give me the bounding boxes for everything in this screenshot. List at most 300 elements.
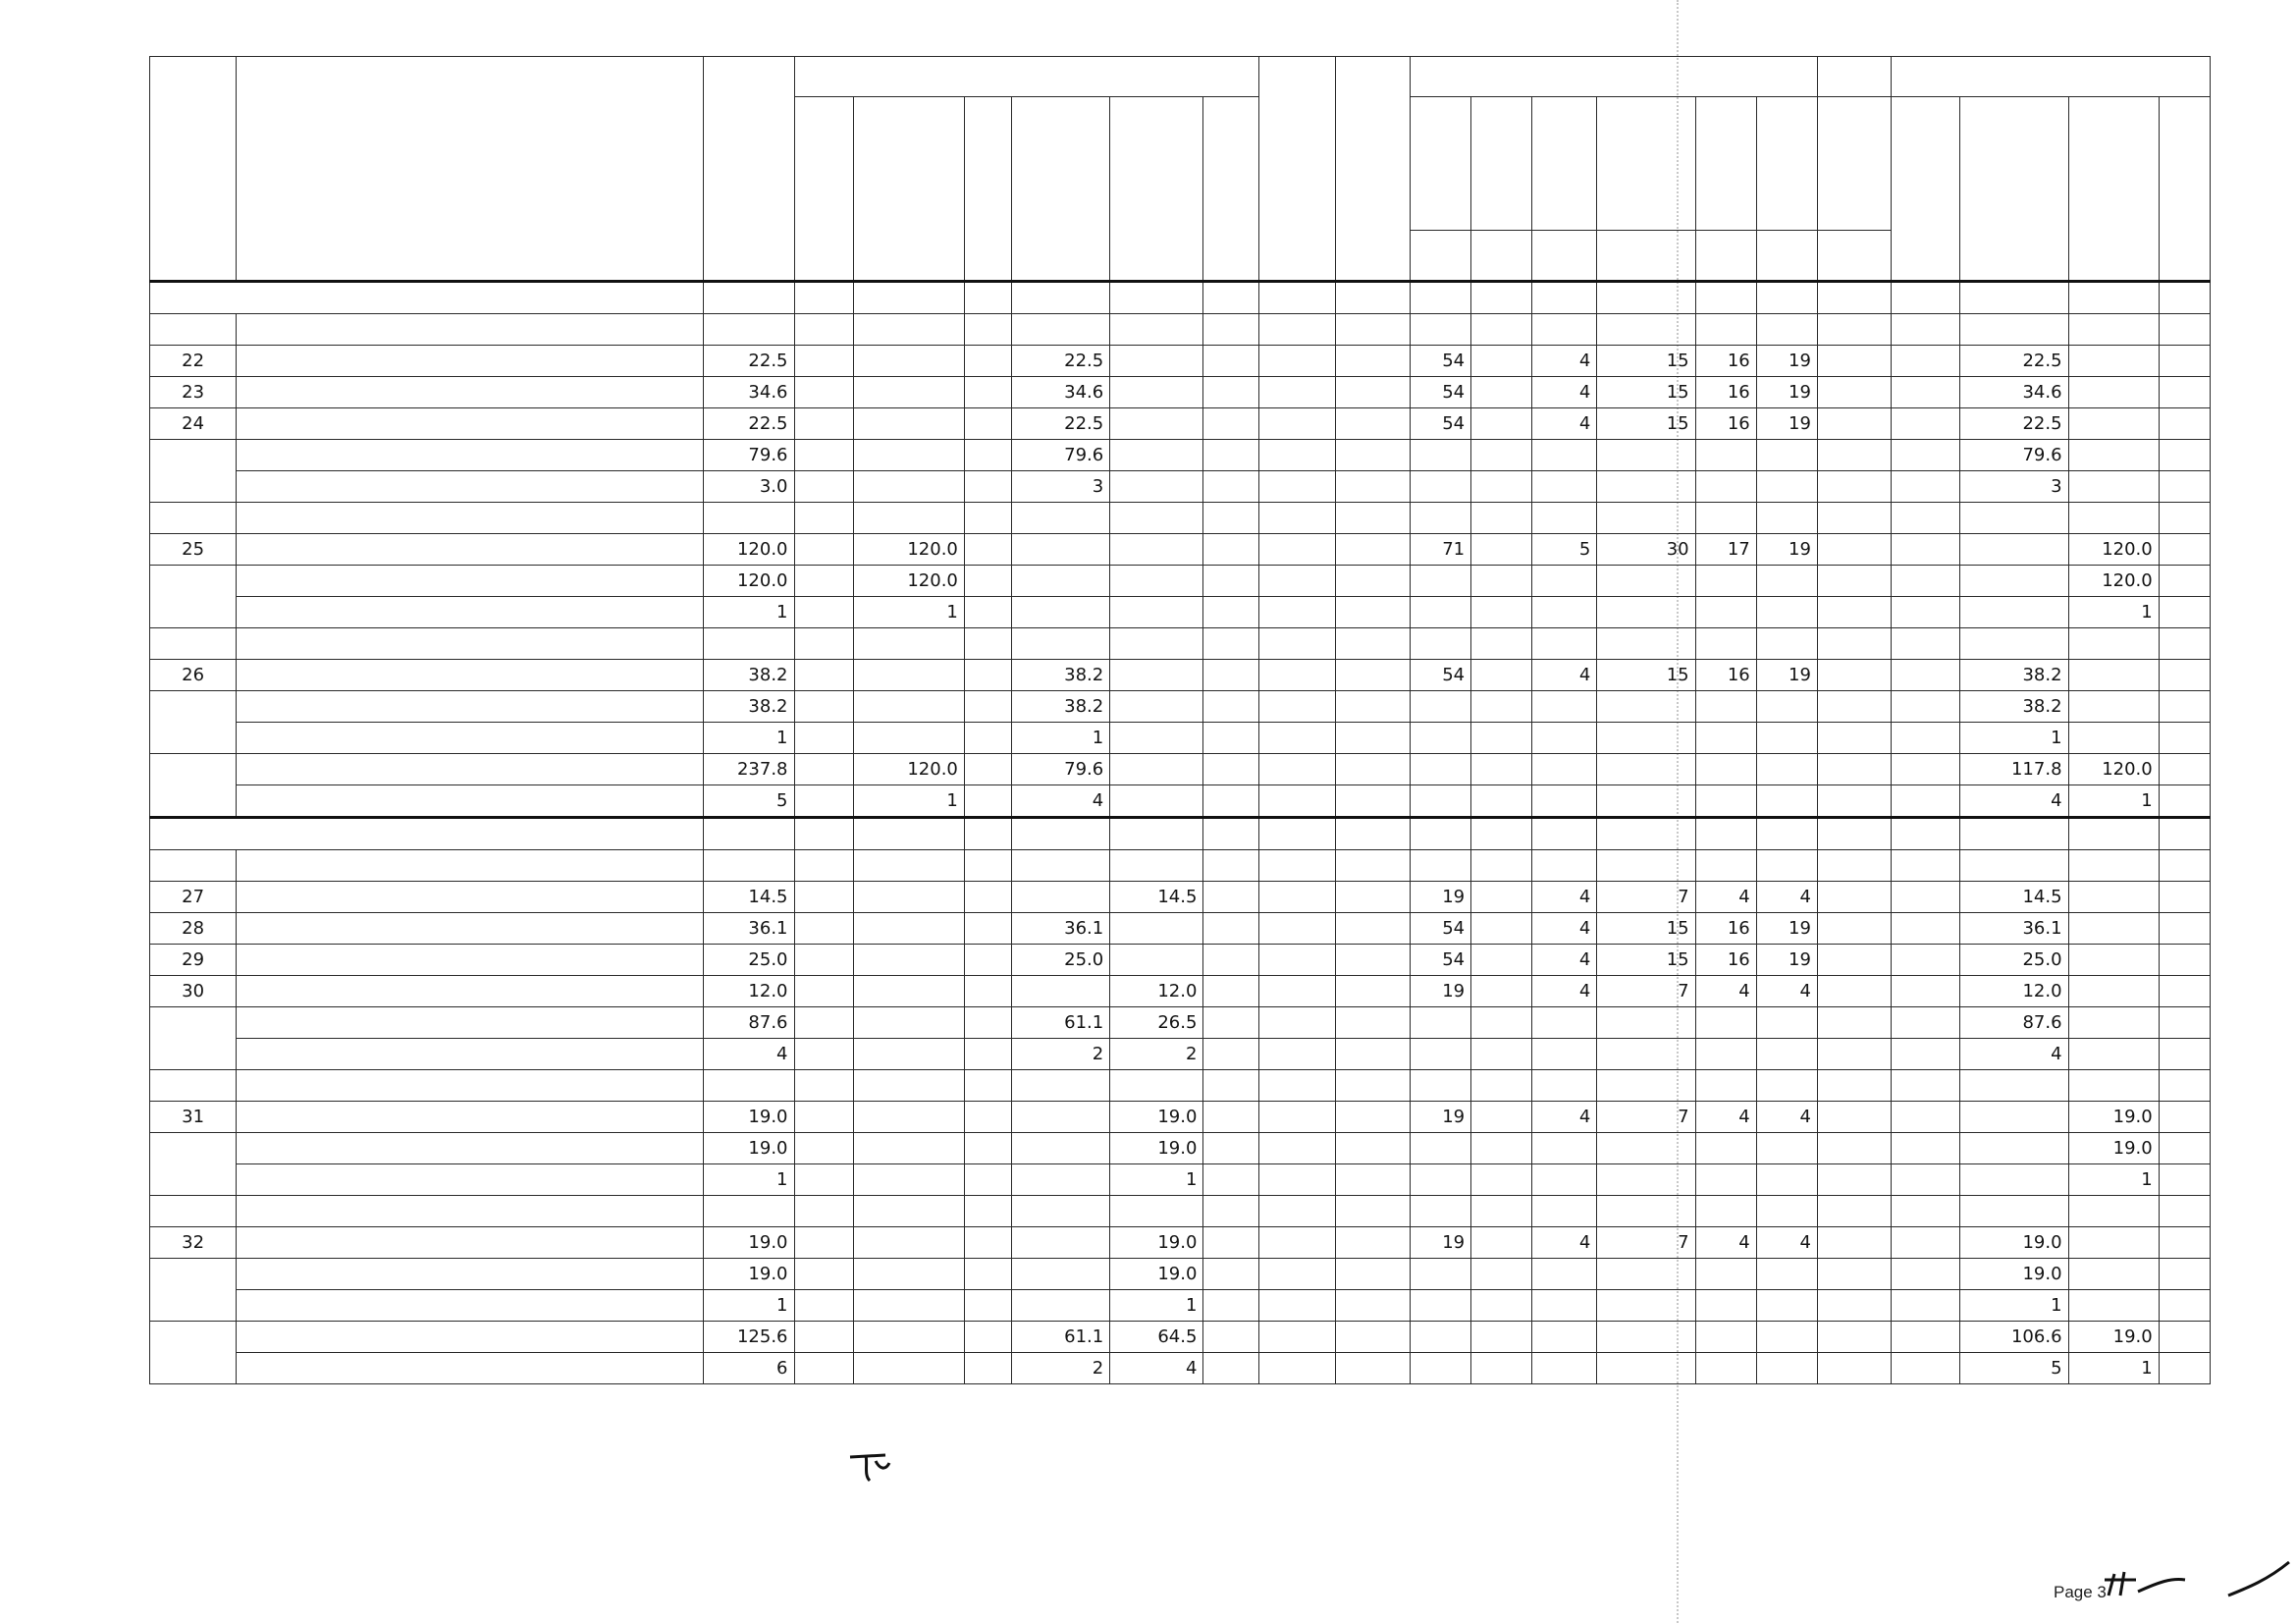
empty-cell (2159, 282, 2210, 314)
quarter-cost-cell (1892, 1227, 1960, 1259)
empty-cell (1695, 1133, 1756, 1164)
item-start-month (1258, 377, 1335, 408)
method-cost-cell: 22.5 (1011, 346, 1109, 377)
quarter-cost-cell: 1 (1960, 723, 2068, 754)
empty-cell (1258, 566, 1335, 597)
section-total-label (150, 1322, 237, 1384)
empty-cell (1532, 471, 1597, 503)
empty-cell (1471, 440, 1532, 471)
method-cost-cell (1203, 1322, 1258, 1353)
quarter-cost-cell (1892, 913, 1960, 945)
empty-cell (1410, 818, 1470, 850)
item-total-days: 19 (1410, 1227, 1470, 1259)
item-duration-days: 4 (1756, 1227, 1817, 1259)
item-number: 30 (150, 976, 237, 1007)
empty-cell (1335, 597, 1410, 628)
method-cost-cell (964, 785, 1011, 818)
item-number: 26 (150, 660, 237, 691)
item-duration-days (1471, 945, 1532, 976)
empty-cell (1335, 754, 1410, 785)
method-cost-cell (964, 1290, 1011, 1322)
quarter-cost-cell (1892, 945, 1960, 976)
empty-cell (150, 1196, 237, 1227)
quarter-cost-cell (1892, 1322, 1960, 1353)
subtotal-row (150, 1039, 2211, 1070)
empty-cell (1335, 440, 1410, 471)
item-duration-days (1471, 913, 1532, 945)
header-duration-2 (1532, 97, 1597, 231)
empty-cell (1960, 314, 2068, 346)
method-cost-cell (964, 566, 1011, 597)
empty-cell (1817, 282, 1891, 314)
empty-cell (1597, 1039, 1695, 1070)
empty-cell (1471, 566, 1532, 597)
empty-cell (1258, 1322, 1335, 1353)
method-cost-cell (964, 660, 1011, 691)
empty-cell (1756, 471, 1817, 503)
empty-cell (1258, 282, 1335, 314)
quarter-cost-cell: 25.0 (1960, 945, 2068, 976)
item-number: 29 (150, 945, 237, 976)
quarter-cost-cell: 34.6 (1960, 377, 2068, 408)
method-cost-cell (1110, 377, 1203, 408)
empty-cell (1695, 503, 1756, 534)
empty-cell (1695, 1007, 1756, 1039)
item-total-days: 54 (1410, 945, 1470, 976)
method-cost-cell (964, 1227, 1011, 1259)
empty-cell (1892, 282, 1960, 314)
method-cost-cell (853, 1039, 964, 1070)
item-duration-days (1471, 1102, 1532, 1133)
item-duration-days (1471, 976, 1532, 1007)
item-duration-days: 7 (1597, 882, 1695, 913)
empty-cell (1532, 850, 1597, 882)
empty-cell (1892, 314, 1960, 346)
method-cost-cell (853, 1007, 964, 1039)
group-title-row (150, 1070, 2211, 1102)
empty-cell (1011, 503, 1109, 534)
item-cost: 19.0 (704, 1102, 794, 1133)
method-cost-cell: 2 (1011, 1353, 1109, 1384)
item-duration-days (1471, 377, 1532, 408)
method-cost-cell: 1 (853, 597, 964, 628)
quarter-cost-cell (2159, 440, 2210, 471)
quarter-cost-cell (1960, 597, 2068, 628)
empty-cell (1335, 314, 1410, 346)
empty-cell (1410, 1290, 1470, 1322)
empty-cell (853, 282, 964, 314)
quarter-cost-cell (1892, 1259, 1960, 1290)
empty-cell (1597, 1196, 1695, 1227)
empty-cell (1410, 850, 1470, 882)
header-duration-group (1410, 57, 1817, 97)
subtotal-cost: 120.0 (704, 566, 794, 597)
item-start-month (1258, 913, 1335, 945)
subtotal-row-label (237, 691, 704, 723)
header-quarter-3 (2159, 97, 2210, 282)
section-total-cost: 237.8 (704, 754, 794, 785)
empty-cell (1532, 1290, 1597, 1322)
method-cost-cell (853, 945, 964, 976)
method-cost-cell (794, 785, 853, 818)
method-cost-cell (853, 377, 964, 408)
method-cost-cell (964, 1322, 1011, 1353)
empty-cell (964, 1196, 1011, 1227)
method-cost-cell (853, 1290, 964, 1322)
empty-cell (1532, 597, 1597, 628)
empty-cell (1335, 723, 1410, 754)
item-end-month (1817, 1227, 1891, 1259)
subtotal-row-label (237, 597, 704, 628)
empty-cell (1597, 628, 1695, 660)
empty-cell (1532, 314, 1597, 346)
item-end-month (1817, 976, 1891, 1007)
method-cost-cell: 1 (1011, 723, 1109, 754)
method-cost-cell (964, 377, 1011, 408)
empty-cell (1258, 723, 1335, 754)
empty-cell (1532, 754, 1597, 785)
empty-cell (1410, 1039, 1470, 1070)
quarter-cost-cell (1892, 597, 1960, 628)
empty-cell (1471, 1353, 1532, 1384)
quarter-cost-cell (2159, 913, 2210, 945)
item-name (237, 913, 704, 945)
empty-cell (1597, 1133, 1695, 1164)
section-total-cost: 5 (704, 785, 794, 818)
item-cost: 19.0 (704, 1227, 794, 1259)
quarter-cost-cell (2068, 913, 2159, 945)
empty-cell (1817, 628, 1891, 660)
quarter-cost-cell (2159, 691, 2210, 723)
item-duration-days: 19 (1756, 408, 1817, 440)
quarter-cost-cell (2068, 691, 2159, 723)
method-cost-cell (1203, 1007, 1258, 1039)
item-duration-days: 15 (1597, 945, 1695, 976)
item-duration-days: 4 (1532, 976, 1597, 1007)
item-start-month (1258, 534, 1335, 566)
empty-cell (1410, 1070, 1470, 1102)
empty-cell (1532, 1322, 1597, 1353)
quarter-cost-cell: 1 (2068, 785, 2159, 818)
subtotal-cost: 19.0 (704, 1133, 794, 1164)
item-end-month (1817, 534, 1891, 566)
empty-cell (1597, 597, 1695, 628)
group-title (237, 628, 704, 660)
empty-cell (1410, 597, 1470, 628)
method-cost-cell: 12.0 (1110, 976, 1203, 1007)
item-end-month (1817, 408, 1891, 440)
empty-cell (1335, 628, 1410, 660)
method-cost-cell (1011, 1102, 1109, 1133)
page-number: Page 3 (2054, 1583, 2107, 1601)
empty-cell (1532, 440, 1597, 471)
empty-cell (1756, 1259, 1817, 1290)
item-duration-days: 19 (1756, 534, 1817, 566)
item-duration-days: 15 (1597, 346, 1695, 377)
empty-cell (1756, 282, 1817, 314)
empty-cell (1110, 1070, 1203, 1102)
item-duration-days: 4 (1532, 945, 1597, 976)
quarter-cost-cell (1892, 440, 1960, 471)
empty-cell (964, 503, 1011, 534)
method-cost-cell (1110, 691, 1203, 723)
item-duration-days: 4 (1532, 660, 1597, 691)
method-cost-cell (1011, 1133, 1109, 1164)
item-duration-days: 16 (1695, 346, 1756, 377)
subtotal-row-label (237, 440, 704, 471)
quarter-cost-cell: 106.6 (1960, 1322, 2068, 1353)
method-cost-cell (964, 691, 1011, 723)
empty-cell (1335, 503, 1410, 534)
empty-cell (1410, 471, 1470, 503)
subtotal-row (150, 1133, 2211, 1164)
quarter-cost-cell (1960, 1102, 2068, 1133)
item-duration-days: 4 (1695, 976, 1756, 1007)
subtotal-cost: 4 (704, 1039, 794, 1070)
quarter-cost-cell (2159, 1133, 2210, 1164)
empty-cell (1471, 1196, 1532, 1227)
empty-cell (1695, 471, 1756, 503)
empty-cell (964, 628, 1011, 660)
header-method-5 (1203, 97, 1258, 282)
item-duration-days: 5 (1532, 534, 1597, 566)
subtotal-cost: 19.0 (704, 1259, 794, 1290)
header-method-4 (1110, 97, 1203, 282)
quarter-cost-cell: 36.1 (1960, 913, 2068, 945)
subtotal-label (150, 691, 237, 754)
method-cost-cell (964, 945, 1011, 976)
empty-cell (1532, 1353, 1597, 1384)
empty-cell (1410, 785, 1470, 818)
empty-cell (1335, 1290, 1410, 1322)
empty-cell (1011, 282, 1109, 314)
item-start-month (1258, 882, 1335, 913)
item-start-month (1258, 408, 1335, 440)
method-cost-cell (853, 1353, 964, 1384)
empty-cell (1756, 850, 1817, 882)
subtotal-cost: 1 (704, 597, 794, 628)
empty-cell (704, 628, 794, 660)
quarter-cost-cell: 5 (1960, 1353, 2068, 1384)
empty-cell (1817, 818, 1891, 850)
empty-cell (1410, 1353, 1470, 1384)
method-cost-cell (853, 346, 964, 377)
empty-cell (1471, 1322, 1532, 1353)
header-quarter-2 (2068, 97, 2159, 282)
empty-cell (2159, 1196, 2210, 1227)
item-duration-days: 4 (1532, 882, 1597, 913)
item-cost: 14.5 (704, 882, 794, 913)
empty-cell (1532, 1070, 1597, 1102)
method-cost-cell (964, 1259, 1011, 1290)
item-duration-days: 19 (1756, 377, 1817, 408)
item-contract-month (1335, 945, 1410, 976)
subtotal-label (150, 1133, 237, 1196)
empty-cell (1817, 1322, 1891, 1353)
item-duration-days: 4 (1756, 882, 1817, 913)
method-cost-cell (1203, 1133, 1258, 1164)
subtotal-row (150, 440, 2211, 471)
empty-cell (1892, 818, 1960, 850)
empty-cell (1410, 503, 1470, 534)
method-cost-cell (853, 1322, 964, 1353)
empty-cell (1203, 850, 1258, 882)
item-total-days: 54 (1410, 408, 1470, 440)
empty-cell (1695, 850, 1756, 882)
quarter-cost-cell (1892, 1353, 1960, 1384)
empty-cell (1532, 1259, 1597, 1290)
empty-cell (1335, 1133, 1410, 1164)
subtotal-row (150, 723, 2211, 754)
method-cost-cell (1203, 1353, 1258, 1384)
table-body (150, 282, 2211, 1384)
empty-cell (1258, 628, 1335, 660)
subtotal-label (150, 566, 237, 628)
empty-cell (1817, 723, 1891, 754)
quarter-cost-cell (1892, 1102, 1960, 1133)
empty-cell (1817, 440, 1891, 471)
empty-cell (1817, 1133, 1891, 1164)
header-unit-days-3 (1597, 231, 1695, 282)
item-duration-days: 19 (1756, 660, 1817, 691)
section-title-row (150, 818, 2211, 850)
method-cost-cell (794, 691, 853, 723)
group-title (237, 1070, 704, 1102)
quarter-cost-cell (1892, 882, 1960, 913)
empty-cell (1695, 566, 1756, 597)
method-cost-cell (1110, 723, 1203, 754)
header-duration-5 (1756, 97, 1817, 231)
item-name (237, 534, 704, 566)
quarter-cost-cell: 22.5 (1960, 408, 2068, 440)
empty-cell (1532, 1039, 1597, 1070)
empty-cell (1695, 314, 1756, 346)
item-cost: 38.2 (704, 660, 794, 691)
empty-cell (1335, 471, 1410, 503)
header-method-3 (1011, 97, 1109, 282)
group-title-row (150, 1196, 2211, 1227)
empty-cell (1695, 1259, 1756, 1290)
item-total-days: 54 (1410, 377, 1470, 408)
empty-cell (1597, 785, 1695, 818)
empty-cell (1756, 754, 1817, 785)
method-cost-cell: 25.0 (1011, 945, 1109, 976)
subtotal-row (150, 691, 2211, 723)
method-cost-cell (1203, 440, 1258, 471)
method-cost-cell (794, 976, 853, 1007)
quarter-cost-cell (1892, 377, 1960, 408)
empty-cell (1817, 1353, 1891, 1384)
item-duration-days: 19 (1756, 913, 1817, 945)
item-duration-days: 4 (1756, 1102, 1817, 1133)
empty-cell (794, 314, 853, 346)
empty-cell (1471, 691, 1532, 723)
method-cost-cell (1110, 597, 1203, 628)
item-end-month (1817, 346, 1891, 377)
quarter-cost-cell: 1 (1960, 1290, 2068, 1322)
quarter-cost-cell (1892, 785, 1960, 818)
item-start-month (1258, 976, 1335, 1007)
item-name (237, 377, 704, 408)
empty-cell (1817, 1259, 1891, 1290)
method-cost-cell (964, 1102, 1011, 1133)
header-method-group (794, 57, 1258, 97)
quarter-cost-cell (2068, 1007, 2159, 1039)
method-cost-cell (1011, 976, 1109, 1007)
quarter-cost-cell (2068, 1290, 2159, 1322)
method-cost-cell (964, 1164, 1011, 1196)
section-title-row (150, 282, 2211, 314)
empty-cell (1695, 628, 1756, 660)
item-name (237, 1227, 704, 1259)
quarter-cost-cell: 38.2 (1960, 691, 2068, 723)
item-contract-month (1335, 976, 1410, 1007)
method-cost-cell (964, 754, 1011, 785)
empty-cell (1410, 1196, 1470, 1227)
method-cost-cell: 1 (1110, 1164, 1203, 1196)
empty-cell (1410, 1164, 1470, 1196)
empty-cell (1258, 503, 1335, 534)
method-cost-cell (964, 597, 1011, 628)
method-cost-cell (964, 408, 1011, 440)
empty-cell (150, 1070, 237, 1102)
quarter-cost-cell: 117.8 (1960, 754, 2068, 785)
header-duration-0 (1410, 97, 1470, 231)
empty-cell (2068, 628, 2159, 660)
quarter-cost-cell (2159, 976, 2210, 1007)
method-cost-cell (1203, 976, 1258, 1007)
method-cost-cell (1110, 945, 1203, 976)
quarter-cost-cell (1892, 1133, 1960, 1164)
item-duration-days: 16 (1695, 377, 1756, 408)
empty-cell (794, 503, 853, 534)
empty-cell (1756, 785, 1817, 818)
empty-cell (1817, 785, 1891, 818)
quarter-cost-cell: 12.0 (1960, 976, 2068, 1007)
empty-cell (1258, 1133, 1335, 1164)
empty-cell (1471, 1259, 1532, 1290)
method-cost-cell: 38.2 (1011, 660, 1109, 691)
item-duration-days: 15 (1597, 408, 1695, 440)
item-duration-days: 4 (1532, 377, 1597, 408)
quarter-cost-cell (2159, 1259, 2210, 1290)
empty-cell (1532, 785, 1597, 818)
method-cost-cell (1011, 597, 1109, 628)
item-cost: 36.1 (704, 913, 794, 945)
item-name (237, 346, 704, 377)
subtotal-row-label (237, 1133, 704, 1164)
empty-cell (1960, 503, 2068, 534)
quarter-cost-cell (2159, 1227, 2210, 1259)
empty-cell (1892, 850, 1960, 882)
empty-cell (1532, 723, 1597, 754)
empty-cell (1695, 818, 1756, 850)
quarter-cost-cell (2159, 1007, 2210, 1039)
empty-cell (1258, 1070, 1335, 1102)
empty-cell (794, 818, 853, 850)
section-total-row (150, 754, 2211, 785)
quarter-cost-cell: 1 (2068, 1353, 2159, 1384)
quarter-cost-cell (2068, 440, 2159, 471)
method-cost-cell: 1 (853, 785, 964, 818)
item-duration-days (1471, 534, 1532, 566)
table-row (150, 377, 2211, 408)
empty-cell (1597, 1353, 1695, 1384)
header-unit-days-2 (1532, 231, 1597, 282)
section-total-label (150, 754, 237, 818)
header-duration-4 (1695, 97, 1756, 231)
subtotal-cost: 1 (704, 723, 794, 754)
